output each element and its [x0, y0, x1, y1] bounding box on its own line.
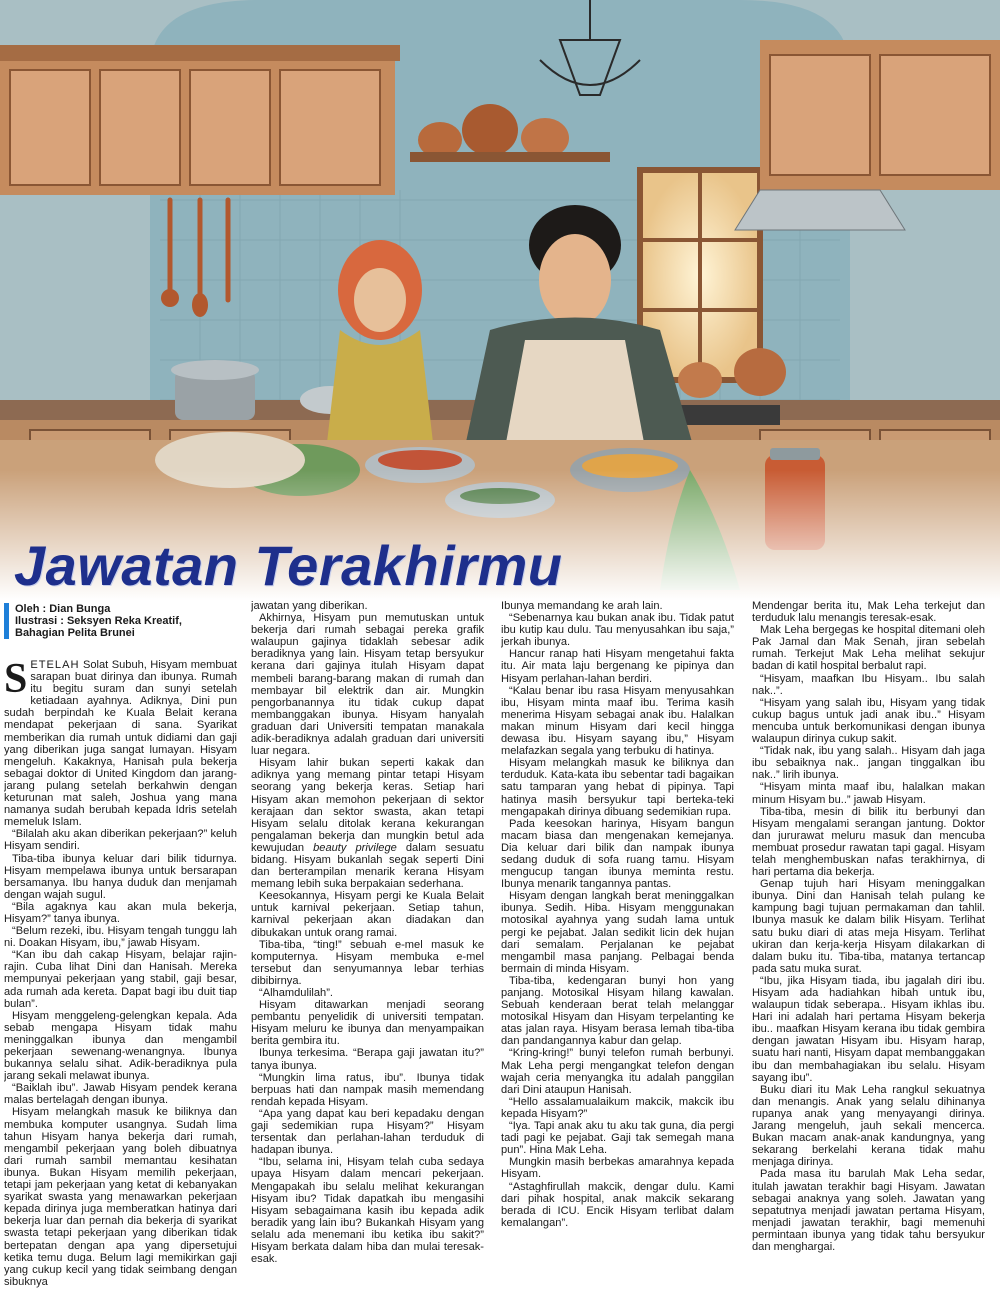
- paragraph: Tiba-tiba ibunya keluar dari bilik tidurnya. Hisyam mempelawa ibunya untuk bersarapan bersamanya. Ibu hanya duduk dan menjamah dengan wajah sugul.: [4, 852, 237, 901]
- article-title: Jawatan Terakhirmu: [14, 534, 563, 597]
- paragraph: Tiba-tiba, mesin di bilik itu berbunyi dan Hisyam mengalami serangan jantung. Doktor dan jururawat meluru masuk dan mencuba membuat prosedur rawatan tapi gagal. Hisyam telah menghembuskan nafas terakhirnya, di hari pertama dia bekerja.: [752, 805, 985, 879]
- paragraph: “Hisyam minta maaf ibu, halalkan makan minum Hisyam bu..” jawab Hisyam.: [752, 781, 985, 806]
- paragraph: Pada keesokan harinya, Hisyam bangun macam biasa dan mengenakan kemejanya. Dia keluar dari bilik dan nampak ibunya sedang duduk di sofa ruang tamu. Hisyam mengucup tangan ibunya meminta restu. Ibunya menarik tangannya pantas.: [501, 817, 734, 891]
- paragraph: Hisyam dengan langkah berat meninggalkan ibunya. Sedih. Hiba. Hisyam menggunakan motosikal ayahnya yang sudah lama untuk pergi ke pejabat. Jalan sedikit licin dek hujan dari semalam. Perjalanan ke pejabat mengambil masa panjang. Pelbagai benda bermain di minda Hisyam.: [501, 890, 734, 975]
- paragraph-text: Hisyam lahir bukan seperti kakak dan adiknya yang memang pintar tetapi Hisyam seorang yang bekerja keras. Setiap hari Hisyam akan memohon pekerjaan di sektor kerajaan dan sektor swasta, akan tetapi Hisyam selalu ditolak kerana kekurangan pengalaman bekerja dan mungkin betul ada kewujudan: [251, 757, 484, 854]
- paragraph: “Hisyam, maafkan Ibu Hisyam.. Ibu salah nak..”.: [752, 672, 985, 697]
- paragraph: Tiba-tiba, “ting!” sebuah e-mel masuk ke komputernya. Hisyam membuka e-mel tersebut dan senyumannya lebar terhias dibibirnya.: [251, 938, 484, 987]
- paragraph: Hancur ranap hati Hisyam mengetahui fakta itu. Air mata laju bergenang ke pipinya dan Hisyam perlahan-lahan berdiri.: [501, 648, 734, 685]
- byline-author: Oleh : Dian Bunga: [15, 603, 111, 615]
- paragraph: Hisyam melangkah masuk ke biliknya dan membuka komputer usangnya. Sudah lima tahun Hisyam hanya bekerja dari rumah, mengambil pekerjaan yang boleh dibuatnya dari rumah sambil memantau kesihatan ibunya. Bukan Hisyam memilih pekerjaan, tetapi jam pekerjaan yang ketat di kebanyakan syarikat swasta yang menawarkan pekerjaan kepada dirinya juga memberatkan hatinya dari bekerja luar dan pernah dia bekerja di syarikat swasta tetapi pekerjaan yang diberikan tidak bertepatan dengan apa yang dipersetujui ketika temu duga. Belum lagi memikirkan gaji yang cukup kecil yang tidak seimbang dengan sibuknya: [4, 1106, 237, 1288]
- paragraph: Akhirnya, Hisyam pun memutuskan untuk bekerja dari rumah sebagai pereka grafik walaupun gajinya tidaklah sebesar adik beradiknya yang lain. Hisyam tetap bersyukur kerana dari gajinya itulah Hisyam dapat membeli barang-barang makan di rumah dan membayar bil elektrik dan air. Mungkin pengorbanannya itu tidak cukup dapat membanggakan ibunya. Hisyam hanyalah graduan dari Universiti tempatan manakala adik-beradiknya adalah graduan dari universiti luar negara.: [251, 612, 484, 758]
- paragraph: Ibunya terkesima. “Berapa gaji jawatan itu?” tanya ibunya.: [251, 1047, 484, 1072]
- paragraph: Ibunya memandang ke arah lain.: [501, 600, 663, 612]
- paragraph: Pada masa itu barulah Mak Leha sedar, itulah jawatan terakhir bagi Hisyam. Jawatan sebagai anaknya yang soleh. Jawatan yang sepatutnya menjadi jawatan pertama Hisyam, menjadi jawatan terakhir, bagi memenuhi permintaan ibunya yang tidak tahu bersyukur dan menghargai.: [752, 1168, 985, 1253]
- paragraph: Mungkin masih berbekas amarahnya kepada Hisyam.: [501, 1156, 734, 1181]
- paragraph: “Bila agaknya kau akan mula bekerja, Hisyam?” tanya ibunya.: [4, 900, 237, 925]
- paragraph: “Baiklah ibu”. Jawab Hisyam pendek kerana malas bertelagah dengan ibunya.: [4, 1082, 237, 1107]
- paragraph: “Sebenarnya kau bukan anak ibu. Tidak patut ibu kutip kau dulu. Tau menyusahkan ibu saja,” jerkah ibunya.: [501, 612, 734, 649]
- paragraph: Mak Leha bergegas ke hospital ditemani oleh Pak Jamal dan Mak Senah, jiran sebelah rumah. Terkejut Mak Leha melihat sekujur badan di katil hospital berbalut rapi.: [752, 624, 985, 673]
- paragraph: “Apa yang dapat kau beri kepadaku dengan gaji sedemikian rupa Hisyam?” Hisyam tersentak dan perlahan-lahan terduduk di hadapan ibunya.: [251, 1107, 484, 1157]
- paragraph: Hisyam ditawarkan menjadi seorang pembantu penyelidik di universiti tempatan. Hisyam meluru ke ibunya dan menyampaikan berita gembira itu.: [251, 999, 484, 1048]
- text-column-1: [4, 600, 237, 1312]
- paragraph: “Kring-kring!” bunyi telefon rumah berbunyi. Mak Leha pergi mengangkat telefon dengan wajah ceria menyangka itu adalah panggilan dari Dini ataupun Hanisah.: [501, 1047, 734, 1096]
- opening-paragraph: [4, 656, 237, 829]
- paragraph: “Iya. Tapi anak aku tu aku tak guna, dia pergi tadi pagi ke pejabat. Gaji tak semegah mana pun”. Hina Mak Leha.: [501, 1120, 734, 1157]
- paragraph: “Mungkin lima ratus, ibu”. Ibunya tidak berpuas hati dan nampak masih memendang rendah kepada Hisyam.: [251, 1071, 484, 1108]
- paragraph: “Alhamdulilah”.: [259, 987, 333, 999]
- text-column-3: [501, 600, 734, 1312]
- byline-department: Bahagian Pelita Brunei: [15, 627, 135, 639]
- paragraph: [251, 757, 484, 890]
- paragraph: Buku diari itu Mak Leha rangkul sekuatnya dan menangis. Anak yang selalu dihinanya rupanya anak yang menyayangi dirinya. Jarang mengeluh, jauh sekali mencerca. Bukan macam anak-anak kandungnya, yang sekarang berkelahi kerana tidak mahu menjaga dirinya.: [752, 1083, 985, 1169]
- paragraph: “Hisyam yang salah ibu, Hisyam yang tidak cukup bagus untuk jadi anak ibu..” Hisyam mencuba untuk berkomunikasi dengan ibunya walaupun dirinya cukup sakit.: [752, 696, 985, 746]
- paragraph: “Astaghfirullah makcik, dengar dulu. Kami dari pihak hospital, anak makcik sekarang berada di ICU. Encik Hisyam terlibat dalam kemalangan”.: [501, 1180, 734, 1229]
- paragraph: “Tidak nak, ibu yang salah.. Hisyam dah jaga ibu sebaiknya nak.. jangan tinggalkan ibu nak..” lirih ibunya.: [752, 745, 985, 782]
- byline: [4, 603, 237, 639]
- paragraph: Hisyam menggeleng-gelengkan kepala. Ada sebab mengapa Hisyam tidak mahu meninggalkan ibunya dan mengambil pekerjaan sewenang-wenangnya. Ibunya bukannya selalu sihat. Adik-beradiknya pula jarang sekali melawat ibunya.: [4, 1009, 237, 1083]
- byline-illustration: Ilustrasi : Seksyen Reka Kreatif,: [15, 615, 182, 627]
- opening-text: Solat Subuh, Hisyam membuat sarapan buat dirinya dan ibunya. Rumah itu begitu suram dan sunyi setelah ketiadaan ayahnya. Adiknya, Dini pun sudah berpindah ke Kuala Belait kerana mendapat pekerjaan di sana. Syarikat memberikan dia rumah untuk didiami dan gaji yang diberikan juga sangat lumayan. Hisyam mengeluh. Kakaknya, Hanisah pula bekerja sebagai doktor di United Kingdom dan jarang-jarang pulang setelah berkahwin dengan keturunan mat saleh, Joshua yang mana namanya sudah berubah kepada Idris setelah memeluk Islam.: [4, 659, 237, 829]
- paragraph-text: dalam sesuatu bidang. Hisyam bukanlah segak seperti Dini dan berterampilan menarik kerana Hisyam memang lebih suka berpakaian sederhana.: [251, 841, 484, 891]
- paragraph: Hisyam melangkah masuk ke biliknya dan terduduk. Kata-kata ibu sebentar tadi bagaikan satu tamparan yang hebat di pipinya. Tapi hatinya masih bersyukur tapi berteka-teki mengapakah dirinya dibuang sedemikian rupa.: [501, 757, 734, 818]
- text-column-4: [752, 600, 985, 1312]
- emphasis-text: beauty privilege: [313, 841, 397, 854]
- paragraph: Mendengar berita itu, Mak Leha terkejut dan terduduk lalu menangis teresak-esak.: [752, 600, 985, 625]
- paragraph: Genap tujuh hari Hisyam meninggalkan ibunya. Dini dan Hanisah telah pulang ke kampung bagi tujuan permakaman dan tahlil. Ibunya masuk ke dalam bilik Hisyam. Terlihat satu buku diari di atas meja Hisyam. Terlihat ukiran dan kerja-kerja Hisyam dilakarkan di dalam buku itu. Tiba-tiba, matanya tertancap pada satu muka surat.: [752, 878, 985, 975]
- kitchen-illustration: [0, 0, 1000, 600]
- paragraph: “Kalau benar ibu rasa Hisyam menyusahkan ibu, Hisyam minta maaf ibu. Terima kasih menerima Hisyam sebagai anak ibu. Halalkan makan minum Hisyam dari kecil hingga dewasa ibu. Hisyam sayang ibu,” Hisyam melafazkan segala yang terbuku di hatinya.: [501, 684, 734, 758]
- opening-caps: ETELAH: [30, 659, 80, 671]
- paragraph: Keesokannya, Hisyam pergi ke Kuala Belait untuk karnival pekerjaan. Setiap tahun, karnival pekerjaan akan diadakan dan dibukakan untuk orang ramai.: [251, 890, 484, 939]
- text-column-2: [251, 600, 484, 1312]
- paragraph: “Hello assalamualaikum makcik, makcik ibu kepada Hisyam?”: [501, 1095, 734, 1120]
- paragraph: “Ibu, selama ini, Hisyam telah cuba sedaya upaya Hisyam dalam mencari pekerjaan. Mengapakah ibu selalu melihat kekurangan Hisyam ibu? Tidak dapatkah ibu mengasihi Hisyam sebagaimana kasih ibu kepada adik beradik yang lain ibu? Bukankah Hisyam yang selalu ada menemani ibu ketika ibu sakit?” Hisyam berkata dalam hiba dan mulai teresak-esak.: [251, 1156, 484, 1266]
- paragraph: “Kan ibu dah cakap Hisyam, belajar rajin-rajin. Cuba lihat Dini dan Hanisah. Mereka mempunyai pekerjaan yang stabil, gaji besar, ada rumah ada kereta. Dapat bagi ibu duit tiap bulan”.: [4, 949, 237, 1010]
- paragraph: “Ibu, jika Hisyam tiada, ibu jagalah diri ibu. Hisyam ada hadiahkan hibah untuk ibu, walaupun tidak seberapa.. Hisyam ikhlas ibu. Hari ini adalah hari pertama Hisyam bekerja ibu.. maafkan Hisyam kerana ibu tidak gembira dengan jawatan Hisyam ibu. Hisyam harap, suatu hari nanti, Hisyam dapat membanggakan ibu dan membahagiakan ibu selalu. Hisyam sayang ibu”.: [752, 974, 985, 1084]
- paragraph: Tiba-tiba, kedengaran bunyi hon yang panjang. Motosikal Hisyam hilang kawalan. Sebuah kenderaan berat telah melanggar motosikal Hisyam dan Hisyam terpelanting ke atas jalan raya. Hisyam berasa lemah tiba-tiba dan pandangannya kabur dan gelap.: [501, 974, 734, 1048]
- drop-cap: S: [4, 656, 28, 702]
- paragraph: “Belum rezeki, ibu. Hisyam tengah tunggu lah ni. Doakan Hisyam, ibu,” jawab Hisyam.: [4, 925, 237, 950]
- paragraph: jawatan yang diberikan.: [251, 600, 368, 612]
- paragraph: “Bilalah aku akan diberikan pekerjaan?” keluh Hisyam sendiri.: [4, 828, 237, 853]
